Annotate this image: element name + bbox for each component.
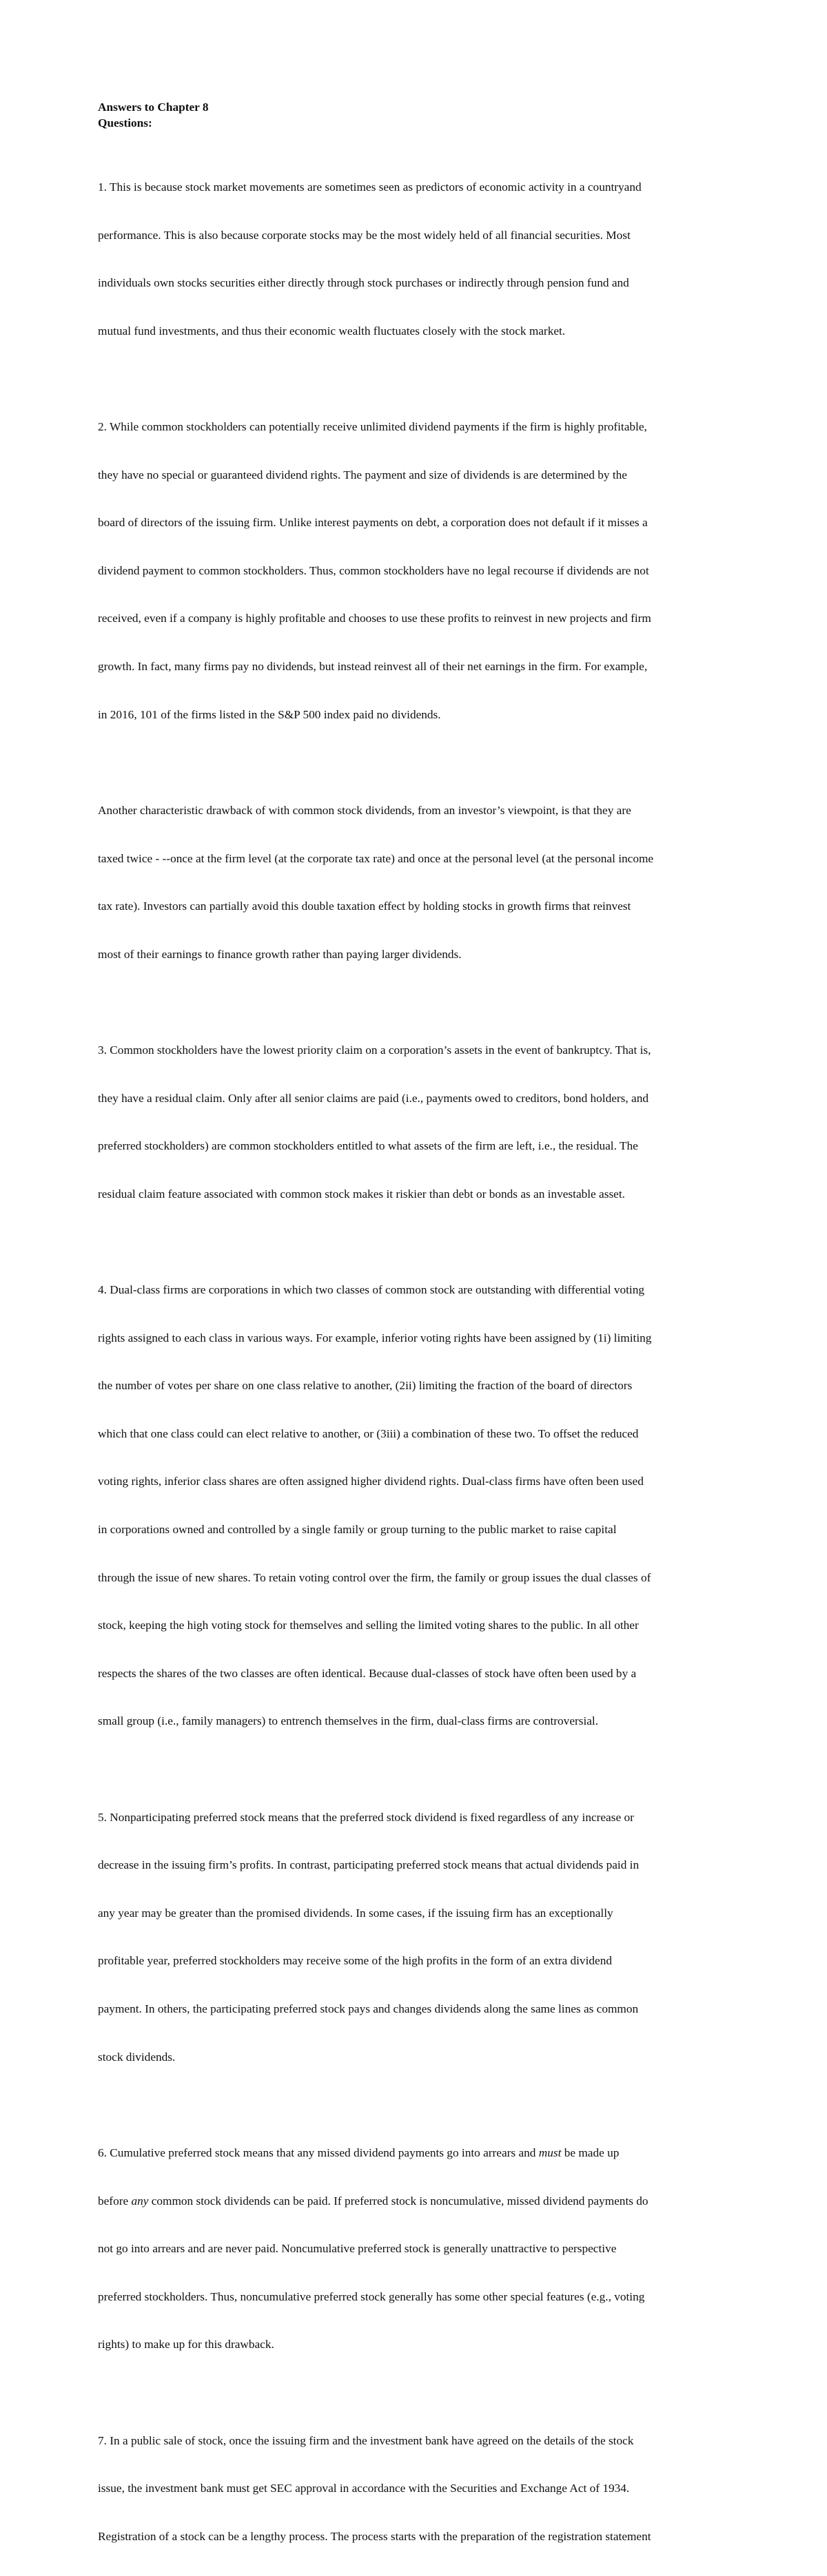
text-run: 6. Cumulative preferred stock means that any missed dividend payments go into arrears and <box>98 2146 539 2159</box>
text-line: mutual fund investments, and thus their economic wealth fluctuates closely with the stock market. <box>98 324 566 337</box>
text-line: dividend payment to common stockholders. Thus, common stockholders have no legal recourse if dividends are not <box>98 563 649 577</box>
text-run: be made up <box>561 2146 620 2159</box>
text-line: payment. In others, the participating preferred stock pays and changes dividends along the same lines as common <box>98 2002 639 2016</box>
text-line: in corporations owned and controlled by a single family or group turning to the public market to raise capital <box>98 1523 617 1536</box>
text-line: they have a residual claim. Only after all senior claims are paid (i.e., payments owed to creditors, bond holders, and <box>98 1091 649 1105</box>
text-run: before <box>98 2194 132 2208</box>
text-line: in 2016, 101 of the firms listed in the S&P 500 index paid no dividends. <box>98 707 441 721</box>
text-line: profitable year, preferred stockholders may receive some of the high profits in the form of an extra dividend <box>98 1954 612 1968</box>
text-line: preferred stockholders. Thus, noncumulative preferred stock generally has some other special features (e.g., voting <box>98 2289 645 2303</box>
text-line: small group (i.e., family managers) to entrench themselves in the firm, dual-class firms are controversial. <box>98 1714 599 1728</box>
text-line: 1. This is because stock market movements are sometimes seen as predictors of economic activity in a countryand <box>98 180 642 194</box>
text-line: which that one class could can elect relative to another, or (3iii) a combination of these two. To offset the reduced <box>98 1426 639 1440</box>
text-run: common stock dividends can be paid. If preferred stock is noncumulative, missed dividend payments do <box>148 2194 649 2208</box>
text-line: voting rights, inferior class shares are often assigned higher dividend rights. Dual-class firms have often been used <box>98 1475 644 1488</box>
document-page <box>98 99 732 2576</box>
text-line: 3. Common stockholders have the lowest priority claim on a corporation’s assets in the event of bankruptcy. That is, <box>98 1043 651 1057</box>
answer-2-continued <box>98 770 732 994</box>
answer-4 <box>98 1250 732 1762</box>
answer-6 <box>98 2112 732 2384</box>
text-line: rights assigned to each class in various ways. For example, inferior voting rights have been assigned by (1i) limiting <box>98 1331 652 1344</box>
text-line: any year may be greater than the promised dividends. In some cases, if the issuing firm has an exceptionally <box>98 1906 613 1920</box>
text-line <box>98 2193 732 2209</box>
text-line: the number of votes per share on one class relative to another, (2ii) limiting the fraction of the board of directors <box>98 1379 633 1393</box>
answer-2 <box>98 387 732 755</box>
text-line: taxed twice - --once at the firm level (at the corporate tax rate) and once at the personal level (at the personal income <box>98 851 654 865</box>
text-line: Another characteristic drawback of with common stock dividends, from an investor’s viewpoint, is that they are <box>98 803 631 817</box>
answer-1 <box>98 147 732 371</box>
answer-7 <box>98 2400 732 2576</box>
emphasis-must: must <box>538 2146 562 2159</box>
text-line: Registration of a stock can be a lengthy process. The process starts with the preparation of the registration statement <box>98 2529 651 2543</box>
text-line: they have no special or guaranteed dividend rights. The payment and size of dividends is are determined by the <box>98 468 627 481</box>
text-line: 5. Nonparticipating preferred stock means that the preferred stock dividend is fixed regardless of any increase or <box>98 1810 634 1824</box>
text-line: rights) to make up for this drawback. <box>98 2338 274 2351</box>
text-line: stock dividends. <box>98 2050 176 2064</box>
emphasis-any: any <box>131 2194 149 2208</box>
answer-5 <box>98 1777 732 2097</box>
text-line: 4. Dual-class firms are corporations in which two classes of common stock are outstanding with differential voting <box>98 1282 644 1296</box>
chapter-title-line: Answers to Chapter 8 <box>98 101 209 114</box>
answer-3 <box>98 1010 732 1234</box>
text-line: growth. In fact, many firms pay no dividends, but instead reinvest all of their net earnings in the firm. For example, <box>98 660 648 674</box>
text-line: respects the shares of the two classes are often identical. Because dual-classes of stock have often been used by a <box>98 1666 637 1680</box>
text-line: issue, the investment bank must get SEC approval in accordance with the Securities and Exchange Act of 1934. <box>98 2482 630 2495</box>
text-line: received, even if a company is highly profitable and chooses to use these profits to reinvest in new projects and firm <box>98 612 651 625</box>
text-line: board of directors of the issuing firm. Unlike interest payments on debt, a corporation does not default if it misses a <box>98 516 648 530</box>
text-line: stock, keeping the high voting stock for themselves and selling the limited voting shares to the public. In all other <box>98 1619 639 1632</box>
text-line: 7. In a public sale of stock, once the issuing firm and the investment bank have agreed on the details of the stock <box>98 2433 634 2447</box>
spacer <box>98 131 732 147</box>
chapter-title <box>98 99 732 131</box>
text-line: performance. This is also because corporate stocks may be the most widely held of all financial securities. Most <box>98 228 631 242</box>
questions-label: Questions: <box>98 116 152 130</box>
text-line: individuals own stocks securities either directly through stock purchases or indirectly through pension fund and <box>98 276 629 290</box>
text-line: preferred stockholders) are common stockholders entitled to what assets of the firm are left, i.e., the residual. The <box>98 1139 638 1153</box>
text-line: most of their earnings to finance growth rather than paying larger dividends. <box>98 947 462 961</box>
text-line: 2. While common stockholders can potentially receive unlimited dividend payments if the firm is highly profitable, <box>98 420 647 434</box>
text-line: not go into arrears and are never paid. Noncumulative preferred stock is generally unattractive to perspective <box>98 2242 617 2256</box>
text-line: tax rate). Investors can partially avoid this double taxation effect by holding stocks in growth firms that reinvest <box>98 900 631 913</box>
text-line: decrease in the issuing firm’s profits. In contrast, participating preferred stock means that actual dividends paid in <box>98 1858 640 1872</box>
text-line: residual claim feature associated with common stock makes it riskier than debt or bonds as an investable asset. <box>98 1187 625 1201</box>
text-line <box>98 2145 732 2161</box>
text-line: through the issue of new shares. To retain voting control over the firm, the family or group issues the dual classes of <box>98 1570 651 1584</box>
